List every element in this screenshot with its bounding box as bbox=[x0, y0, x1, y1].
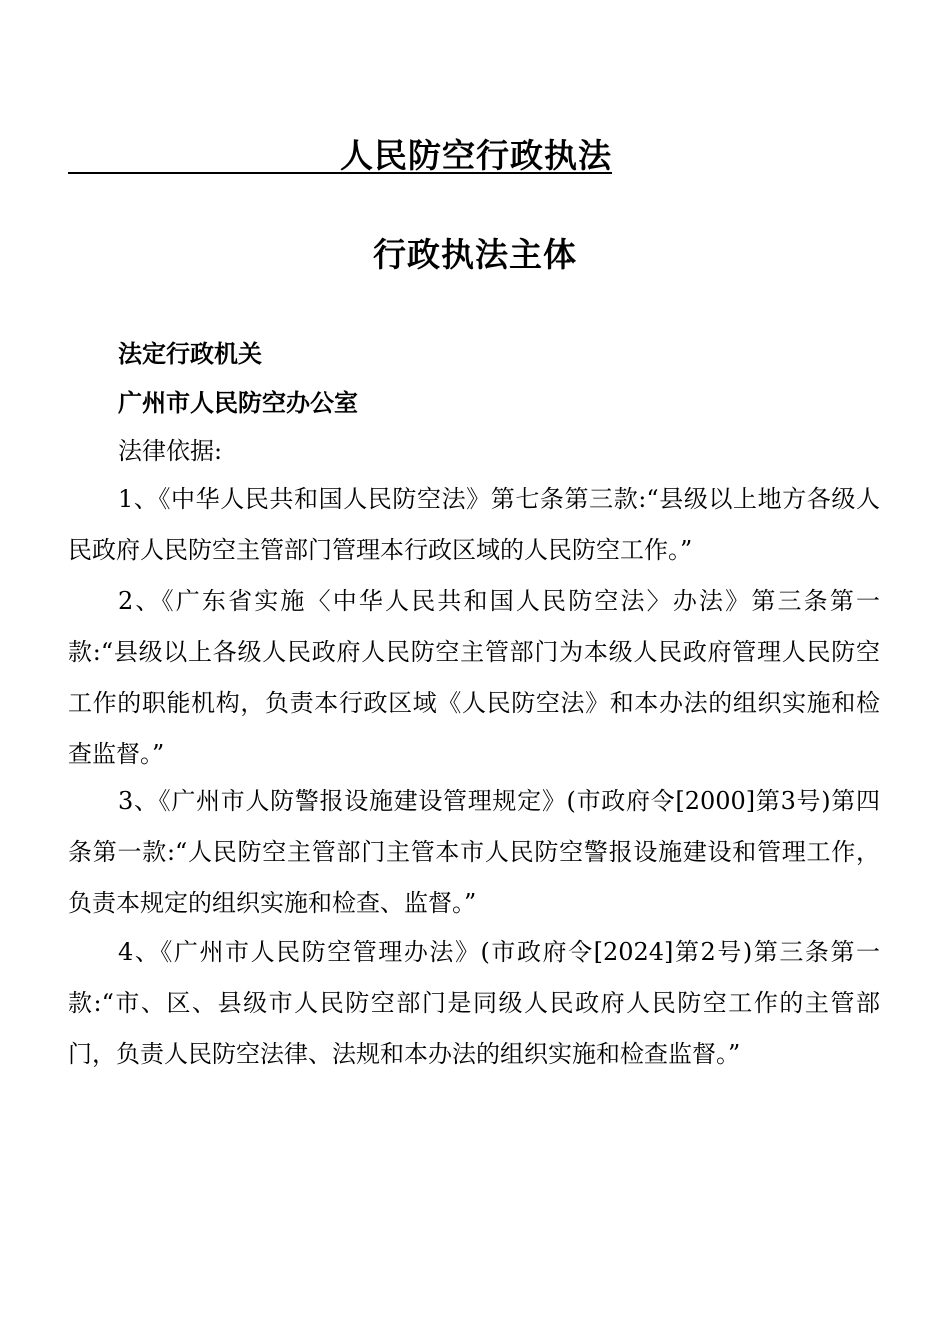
basis-item: 1、《中华人民共和国人民防空法》第七条第三款:“县级以上地方各级人民政府人民防空主管部门管理本行政区域的人民防空工作。” bbox=[68, 485, 880, 564]
basis-item: 3、《广州市人防警报设施建设管理规定》(市政府令[2000]第3号)第四条第一款:“人民防空主管部门主管本市人民防空警报设施建设和管理工作，负责本规定的组织实施和检查、监督。” bbox=[68, 787, 880, 917]
basis-item: 2、《广东省实施〈中华人民共和国人民防空法〉办法》第三条第一款:“县级以上各级人民政府人民防空主管部门为本级人民政府管理人民防空工作的职能机构，负责本行政区域《人民防空法》和本办法的组织实施和检查监督。” bbox=[68, 587, 880, 768]
basis-item: 4、《广州市人民防空管理办法》(市政府令[2024]第2号)第三条第一款:“市、区、县级市人民防空部门是同级人民政府人民防空工作的主管部门，负责人民防空法律、法规和本办法的组织实施和检查监督。” bbox=[68, 938, 880, 1068]
office-name: 广州市人民防空办公室 bbox=[118, 388, 358, 417]
authority-label: 法定行政机关 bbox=[118, 339, 262, 368]
basis-label: 法律依据: bbox=[118, 437, 223, 465]
section-title: 行政执法主体 bbox=[373, 235, 577, 274]
main-title: 人民防空行政执法 bbox=[340, 136, 612, 175]
main-title-block bbox=[68, 126, 612, 174]
